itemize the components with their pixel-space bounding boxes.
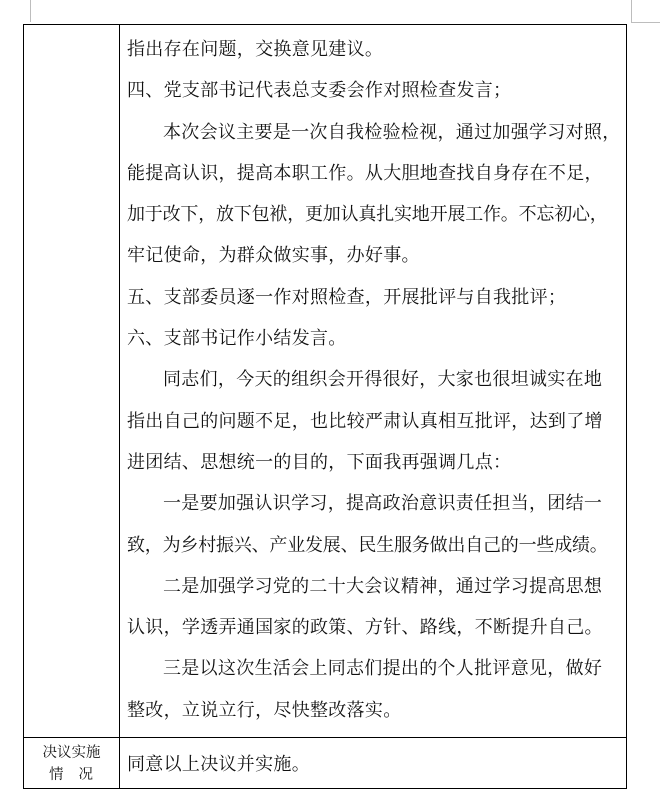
text-line-3: 本次会议主要是一次自我检验检视，通过加强学习对照， (163, 121, 621, 143)
crop-mark-right-horizontal (631, 22, 660, 23)
label-cell-empty (24, 25, 120, 738)
text-line-15: 认识，学透弄通国家的政策、方针、路线，不断提升自己。 (127, 617, 603, 639)
text-line-17: 整改，立说立行，尽快整改落实。 (127, 699, 402, 721)
text-line-2: 四、党支部书记代表总支委会作对照检查发言； (127, 80, 512, 102)
decision-label-cell (24, 738, 120, 789)
text-line-14: 二是加强学习党的二十大会议精神，通过学习提高思想 (163, 575, 603, 597)
crop-mark-right-vertical (631, 0, 632, 22)
text-line-12: 一是要加强认识学习，提高政治意识责任担当，团结一 (163, 493, 603, 515)
decision-label-line1: 决议实施 (42, 745, 101, 762)
text-line-7: 五、支部委员逐一作对照检查，开展批评与自我批评； (127, 286, 567, 308)
text-line-10: 指出自己的问题不足，也比较严肃认真相互批评，达到了增 (127, 410, 603, 432)
text-line-16: 三是以这次生活会上同志们提出的个人批评意见，做好 (163, 658, 603, 680)
text-line-9: 同志们，今天的组织会开得很好，大家也很坦诚实在地 (163, 369, 603, 391)
text-line-8: 六、支部书记作小结发言。 (127, 328, 347, 350)
text-line-6: 牢记使命，为群众做实事，办好事。 (127, 245, 420, 267)
content-cell (120, 25, 627, 738)
text-line-11: 进团结、思想统一的目的，下面我再强调几点： (127, 451, 512, 473)
meeting-minutes-table (23, 24, 627, 789)
text-line-4: 能提高认识，提高本职工作。从大胆地查找自身存在不足， (127, 162, 603, 184)
crop-mark-left (30, 0, 31, 22)
text-line-13: 致，为乡村振兴、产业发展、民生服务做出自己的一些成绩。 (127, 534, 608, 556)
text-line-5: 加于改下，放下包袱，更加认真扎实地开展工作。不忘初心， (127, 204, 608, 226)
content-row (24, 25, 627, 738)
decision-content-cell: 同意以上决议并实施。 (120, 738, 627, 789)
decision-row (24, 738, 627, 789)
text-line-1: 指出存在问题，交换意见建议。 (127, 39, 384, 60)
decision-label-line2: 情况 (49, 767, 108, 784)
